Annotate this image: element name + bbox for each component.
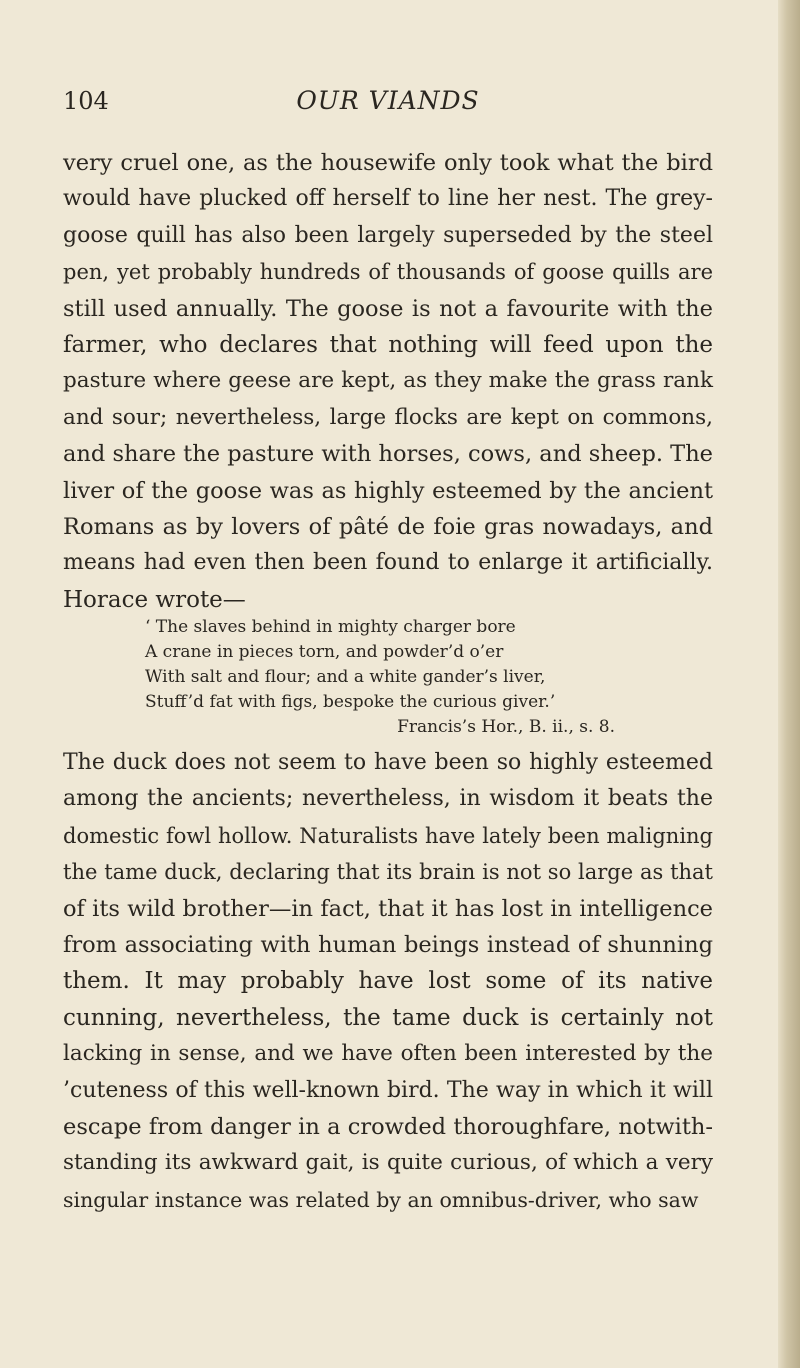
text-line: liver of the goose was as highly esteemed by the ancient — [63, 477, 713, 504]
verse-quote — [145, 615, 615, 740]
text-line: would have plucked off herself to line her nest. The grey- — [63, 186, 713, 212]
running-title: OUR VIANDS — [296, 86, 480, 115]
page-number: 104 — [63, 87, 109, 115]
verse-line: With salt and flour; and a white gander’s liver, — [145, 667, 546, 687]
text-line: pasture where geese are kept, as they make the grass rank — [63, 368, 713, 394]
text-line: means had even then been found to enlarge it artificially. — [63, 550, 713, 576]
text-line: of its wild brother—in fact, that it has lost in intelligence — [63, 895, 713, 922]
text-line: Horace wrote— — [63, 586, 246, 613]
quote-attribution: Francis’s Hor., B. ii., s. 8. — [397, 717, 615, 737]
paragraph-2 — [63, 745, 713, 1218]
text-line: lacking in sense, and we have often been interested by the — [63, 1041, 713, 1067]
text-line: The duck does not seem to have been so highly esteemed — [63, 750, 713, 775]
verse-line: ‘ The slaves behind in mighty charger bore — [145, 617, 516, 637]
text-line: among the ancients; nevertheless, in wisdom it beats the — [63, 786, 713, 812]
text-line: them. It may probably have lost some of its native — [63, 968, 713, 995]
text-line: ’cuteness of this well-known bird. The way in which it will — [63, 1077, 713, 1103]
text-line: cunning, nevertheless, the tame duck is certainly not — [63, 1004, 713, 1031]
paragraph-1 — [63, 145, 713, 618]
text-line: domestic fowl hollow. Naturalists have lately been maligning — [63, 823, 713, 848]
text-line: farmer, who declares that nothing will feed upon the — [63, 332, 713, 359]
verse-line: Stuff’d fat with figs, bespoke the curious giver.’ — [145, 692, 556, 712]
page-edge — [778, 0, 800, 1368]
text-line: still used annually. The goose is not a favourite with the — [63, 295, 713, 322]
text-line: and share the pasture with horses, cows, and sheep. The — [63, 441, 713, 468]
text-line: pen, yet probably hundreds of thousands of goose quills are — [63, 260, 713, 285]
text-line: standing its awkward gait, is quite curious, of which a very — [63, 1150, 713, 1176]
text-line: the tame duck, declaring that its brain is not so large as that — [63, 860, 713, 885]
page-header — [63, 86, 713, 126]
text-line: escape from danger in a crowded thoroughfare, notwith- — [63, 1114, 713, 1141]
text-line: and sour; nevertheless, large flocks are kept on commons, — [63, 404, 713, 430]
text-line: goose quill has also been largely superseded by the steel — [63, 222, 713, 248]
text-line: from associating with human beings instead of shunning — [63, 932, 713, 959]
text-line: Romans as by lovers of pâté de foie gras nowadays, and — [63, 514, 713, 541]
verse-line: A crane in pieces torn, and powder’d o’er — [145, 642, 504, 662]
text-line: very cruel one, as the housewife only took what the bird — [63, 150, 713, 176]
text-line: singular instance was related by an omnibus-driver, who saw — [63, 1187, 699, 1212]
